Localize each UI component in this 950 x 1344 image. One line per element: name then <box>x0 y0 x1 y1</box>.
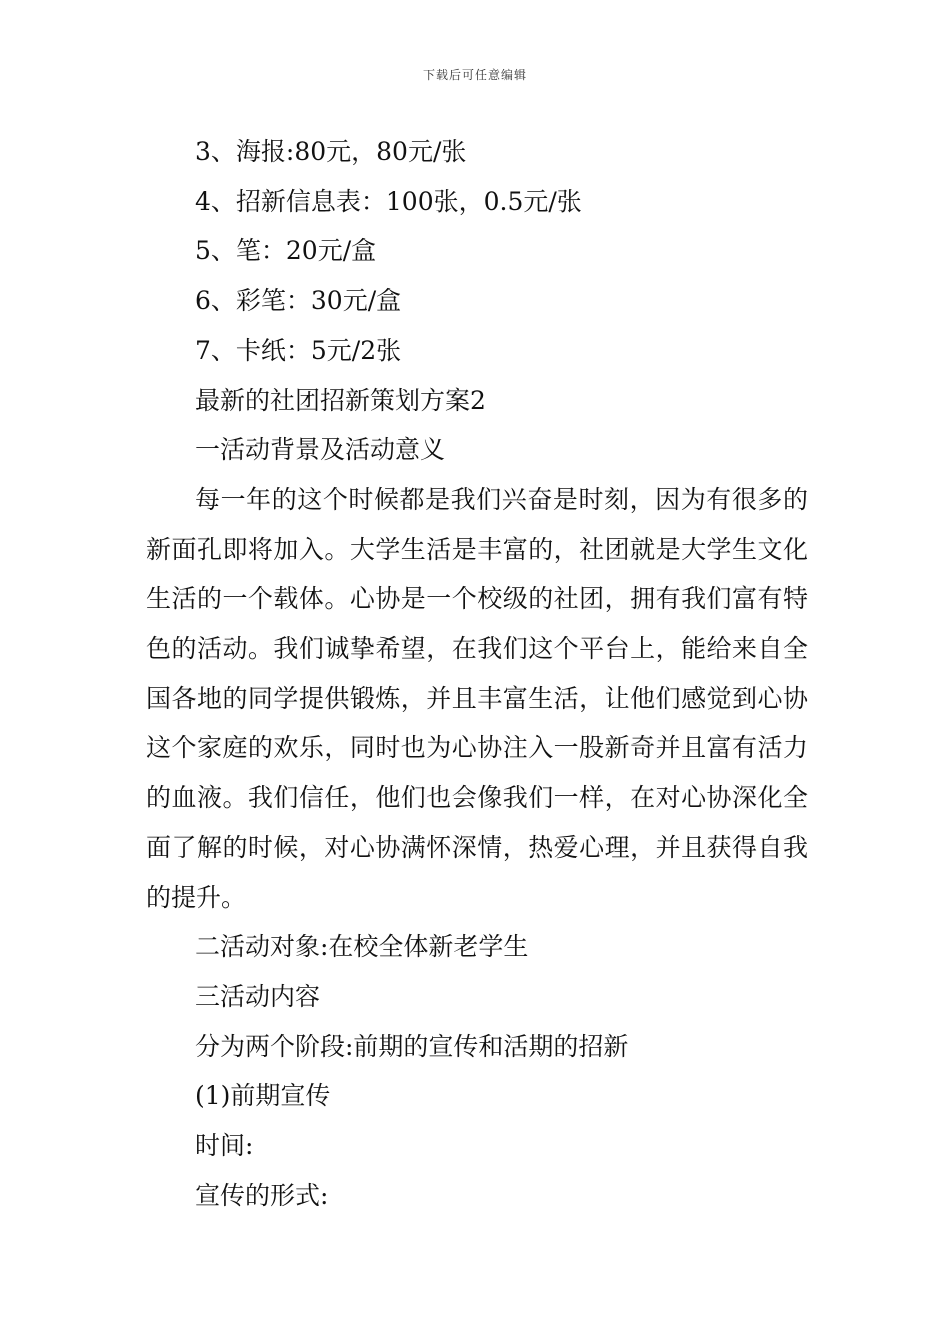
heading-target: 二活动对象:在校全体新老学生 <box>195 932 529 962</box>
header-note: 下载后可任意编辑 <box>422 68 527 82</box>
budget-item-pen: 5、笔：20元/盒 <box>195 236 377 266</box>
budget-item-form: 4、招新信息表：100张，0.5元/张 <box>195 186 582 216</box>
document-body <box>146 127 808 1220</box>
phase-line: 分为两个阶段:前期的宣传和活期的招新 <box>195 1031 629 1061</box>
heading-background: 一活动背景及活动意义 <box>195 435 446 465</box>
heading-content: 三活动内容 <box>195 981 321 1011</box>
sub-heading-promotion: (1)前期宣传 <box>195 1081 331 1111</box>
budget-item-poster: 3、海报:80元，80元/张 <box>195 137 467 166</box>
budget-item-color-pen: 6、彩笔：30元/盒 <box>195 286 402 316</box>
paragraph-background: 每一年的这个时候都是我们兴奋是时刻，因为有很多的新面孔即将加入。大学生活是丰富的，社团就是大学生文化生活的一个载体。心协是一个校级的社团，拥有我们富有特色的活动。我们诚挚希望，在我们这个平台上，能给来自全国各地的同学提供锻炼，并且丰富生活，让他们感觉到心协这个家庭的欢乐，同时也为心协注入一股新奇并且富有活力的血液。我们信任，他们也会像我们一样，在对心协深化全面了解的时候，对心协满怀深情，热爱心理，并且获得自我的提升。 <box>146 484 808 912</box>
section-title: 最新的社团招新策划方案2 <box>195 385 486 415</box>
form-label: 宣传的形式: <box>195 1180 329 1210</box>
budget-item-card-paper: 7、卡纸：5元/2张 <box>195 335 402 365</box>
time-label: 时间: <box>195 1131 254 1161</box>
